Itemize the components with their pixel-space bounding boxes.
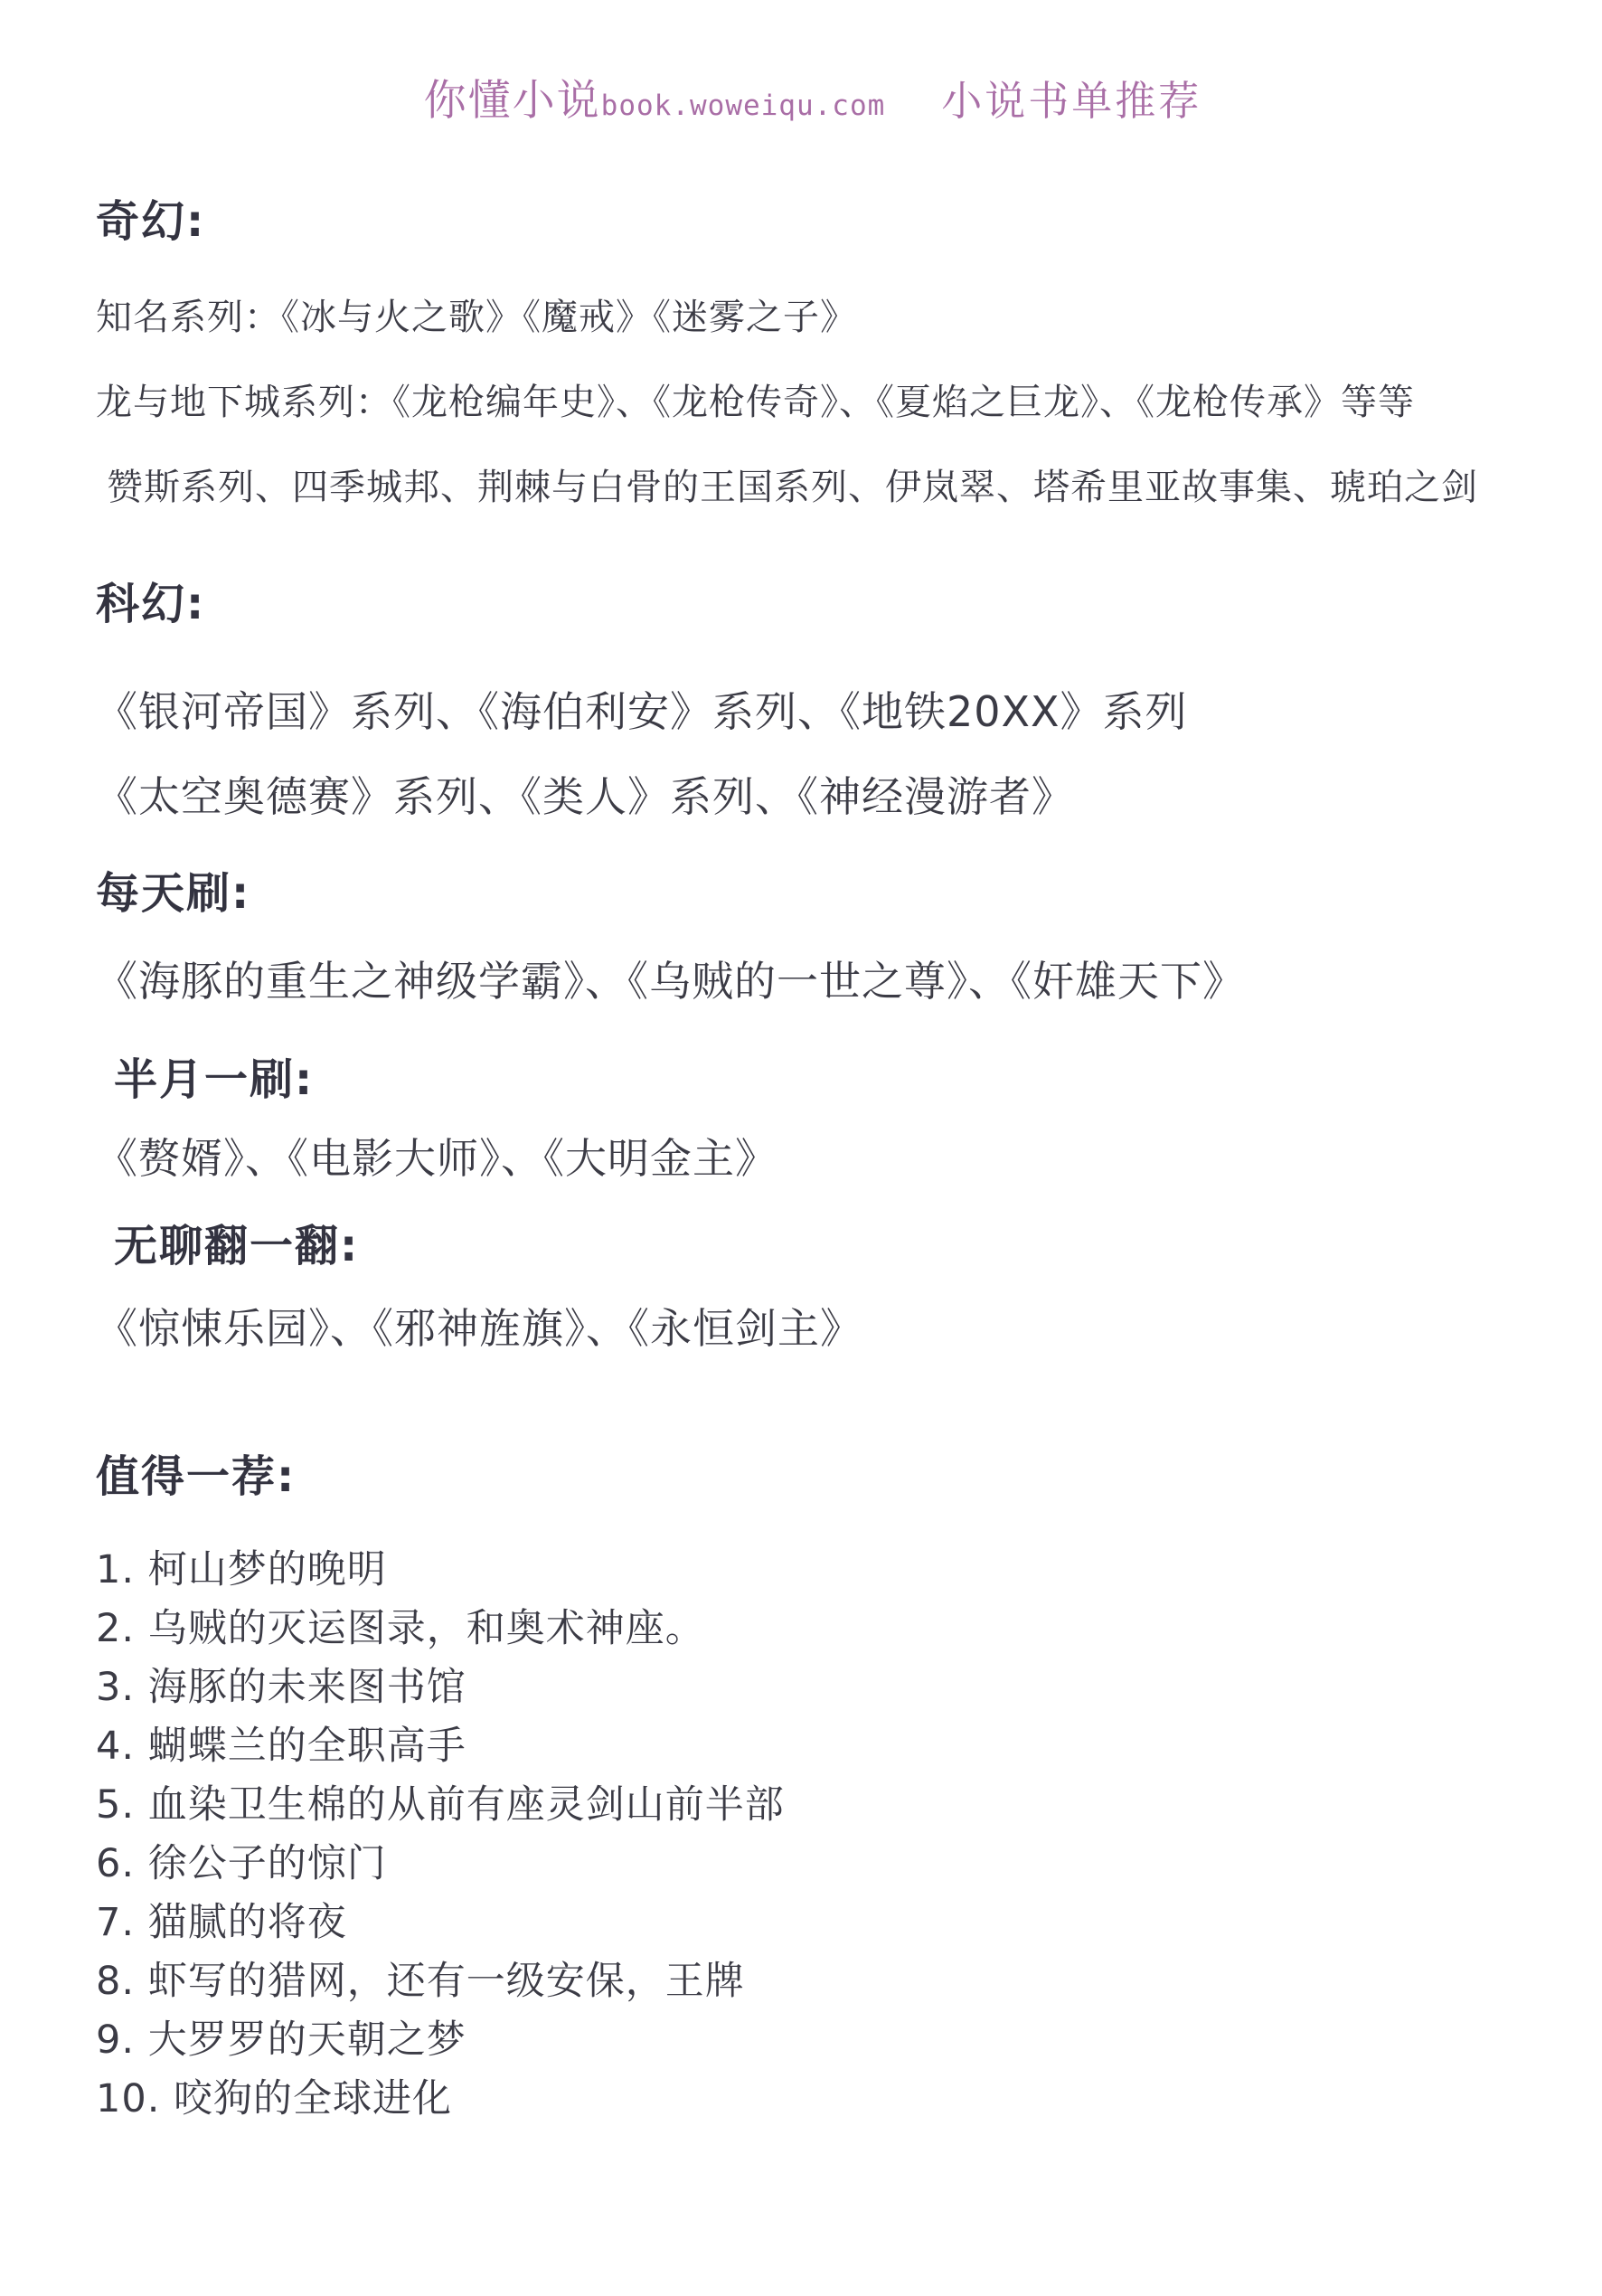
list-item-8: 8. 虾写的猎网，还有一级安保，王牌 [96, 1959, 745, 2005]
section-heading-daily-read: 每天刷: [96, 868, 251, 920]
page-title: 小说书单推荐 [941, 77, 1202, 125]
list-item-6: 6. 徐公子的惊门 [96, 1841, 387, 1887]
book-line-scifi-1: 《银河帝国》系列、《海伯利安》系列、《地铁20XX》系列 [96, 686, 1188, 736]
book-line-biweekly: 《赘婿》、《电影大师》、《大明金主》 [96, 1133, 777, 1183]
site-domain: book.woweiqu.com [600, 90, 886, 122]
book-line-daily: 《海豚的重生之神级学霸》、《乌贼的一世之尊》、《奸雄天下》 [96, 957, 1245, 1006]
book-line-bored: 《惊悚乐园》、《邪神旌旗》、《永恒剑主》 [96, 1303, 862, 1353]
section-daily-read [96, 870, 1530, 1006]
list-item-7: 7. 猫腻的将夜 [96, 1900, 347, 1946]
list-item-4: 4. 蝴蝶兰的全职高手 [96, 1724, 466, 1770]
page-header [96, 76, 1530, 126]
section-heading-bored-browse: 无聊翻一翻: [114, 1220, 360, 1271]
section-scifi [96, 578, 1530, 822]
site-brand: 你懂小说 [423, 76, 601, 126]
list-item-1: 1. 柯山梦的晚明 [96, 1547, 387, 1593]
book-line-other-fantasy: 赞斯系列、四季城邦、荆棘与白骨的王国系列、伊岚翠、塔希里亚故事集、琥珀之剑 [107, 466, 1478, 508]
list-item-10: 10. 咬狗的全球进化 [96, 2076, 453, 2122]
section-heading-fantasy: 奇幻: [96, 196, 206, 247]
list-item-9: 9. 大罗罗的天朝之梦 [96, 2017, 466, 2064]
book-line-dnd-series: 龙与地下城系列：《龙枪编年史》、《龙枪传奇》、《夏焰之巨龙》、《龙枪传承》等等 [96, 381, 1415, 423]
list-item-2: 2. 乌贼的灭运图录，和奥术神座。 [96, 1606, 705, 1652]
section-worth-recommending [96, 1453, 1530, 2129]
book-line-scifi-2: 《太空奥德赛》系列、《类人》系列、《神经漫游者》 [96, 772, 1074, 822]
section-bored-browse [96, 1220, 1530, 1353]
list-item-3: 3. 海豚的未来图书馆 [96, 1665, 466, 1711]
section-fantasy [96, 198, 1530, 508]
section-heading-worth-recommending: 值得一荐: [96, 1451, 297, 1503]
section-heading-scifi: 科幻: [96, 578, 206, 629]
section-biweekly-read [96, 1056, 1530, 1183]
list-item-5: 5. 血染卫生棉的从前有座灵剑山前半部 [96, 1782, 785, 1828]
section-heading-biweekly-read: 半月一刷: [114, 1054, 315, 1106]
book-line-known-series: 知名系列：《冰与火之歌》《魔戒》《迷雾之子》 [96, 296, 857, 338]
